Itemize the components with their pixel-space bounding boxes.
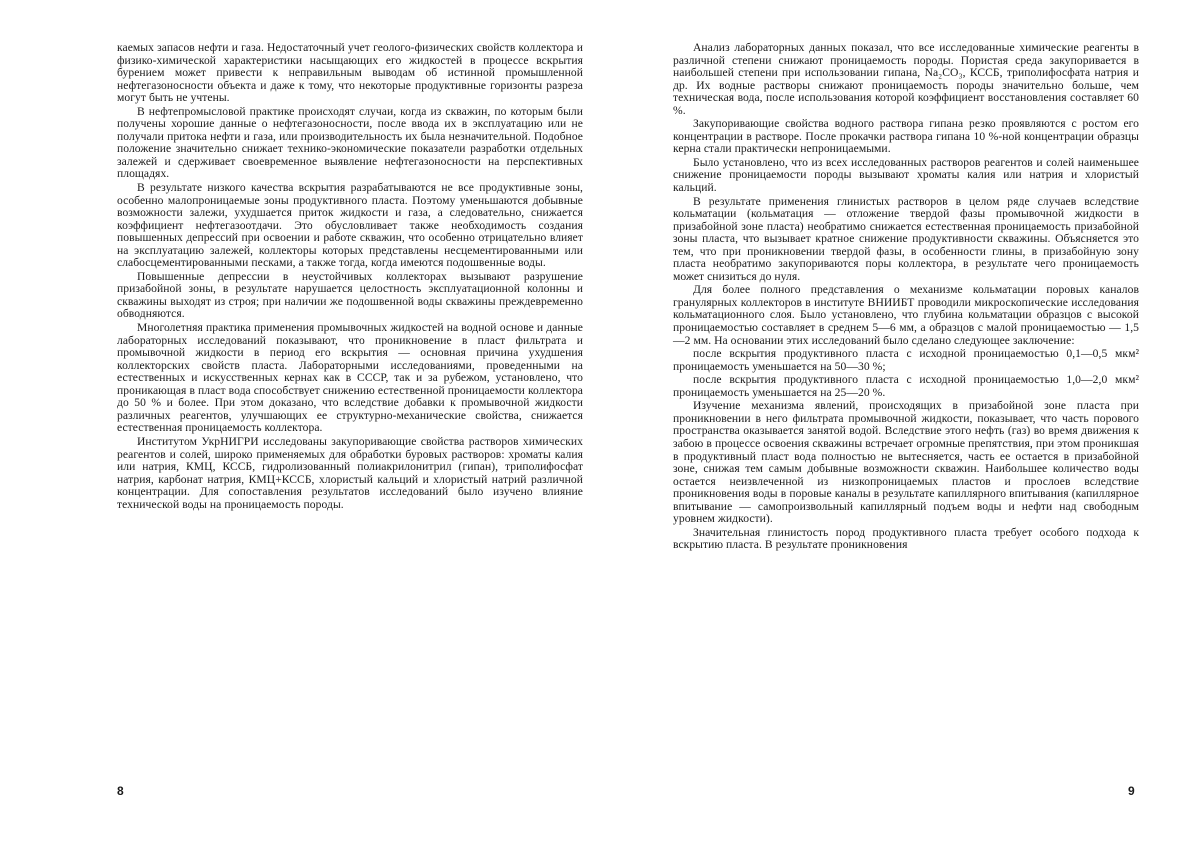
paragraph: В нефтепромысловой практике происходят случаи, когда из скважин, по которым были получены хорошие данные о нефтегазоносности, после ввода их в эксплуатацию или не получали притока нефти и газа, или производительность их была незначительной. Подобное положение значительно снижает технико-экономические показатели разработки отдельных залежей и сдерживает своевременное выявление нефтегазоносности на перспективных площадях. bbox=[117, 104, 583, 181]
paragraph: Изучение механизма явлений, происходящих в призабойной зоне пласта при проникновении в него фильтрата промывочной жидкости, показывает, что часть порового пространства оказывается занятой водой. Вследствие этого нефть (газ) во время движения к забою в процессе освоения скважины встречает огромные препятствия, при этом проникшая в продуктивный пласт вода полностью не вытесняется, часть ее остается в призабойной зоне, снижая тем самым добывные возможности скважин. Наибольшее количество воды остается неизвлеченной из низкопроницаемых пластов и прослоев вследствие проникновения воды в поровые каналы в результате капиллярного впитывания (капиллярное впитывание — самопроизвольный капиллярный подъем воды и нефти над свободным уровнем жидкости). bbox=[673, 399, 1139, 526]
page-number-left: 8 bbox=[117, 784, 124, 798]
paragraph: Многолетняя практика применения промывочных жидкостей на водной основе и данные лабораторных исследований показывают, что проникновение в пласт фильтрата и промывочной жидкости в период его вскрытия — основная причина ухудшения коллекторских свойств пласта. Лабораторными исследованиями, проведенными на естественных и искусственных кернах как в СССР, так и за рубежом, установлено, что проникающая в пласт вода способствует снижению естественной проницаемости коллектора до 50 % и более. При этом доказано, что вследствие добавки к промывочной жидкости различных реагентов, улучшающих ее структурно-механические свойства, снижается естественная проницаемость коллектора. bbox=[117, 321, 583, 435]
paragraph: Закупоривающие свойства водного раствора гипана резко проявляются с ростом его концентрации в растворе. После прокачки раствора гипана 10 %-ной концентрации образцы керна стали практически непроницаемыми. bbox=[673, 117, 1139, 156]
right-page-text bbox=[673, 42, 1139, 552]
paragraph: Повышенные депрессии в неустойчивых коллекторах вызывают разрушение призабойной зоны, в результате нарушается целостность эксплуатационной колонны и скважины выходят из строя; при наличии же подошвенной воды скважины преждевременно обводняются. bbox=[117, 269, 583, 321]
right-page bbox=[673, 42, 1139, 552]
paragraph: Значительная глинистость пород продуктивного пласта требует особого подхода к вскрытию пласта. В результате проникновения bbox=[673, 525, 1139, 552]
left-page bbox=[117, 42, 583, 511]
paragraph: В результате низкого качества вскрытия разрабатываются не все продуктивные зоны, особенно малопроницаемые зоны продуктивного пласта. Поэтому уменьшаются добывные возможности залежи, ухудшается приток жидкости и газа, а следовательно, снижается коэффициент нефтегазоотдачи. Это обусловливает также необходимость создания повышенных депрессий при освоении и работе скважин, что особенно отрицательно влияет на эксплуатацию залежей, коллекторы которых представлены несцементированными или слабосцементированными песками, а также тогда, когда имеются подошвенные воды. bbox=[117, 181, 583, 270]
paragraph: В результате применения глинистых растворов в целом ряде случаев вследствие кольматации (кольматация — отложение твердой фазы промывочной жидкости в призабойной зоне пласта) необратимо снижается естественная проницаемость призабойной зоны пласта, что вызывает кратное снижение продуктивности скважины. Объясняется это тем, что при проникновении твердой фазы, в особенности глины, в призабойную зону пласта необратимо закупориваются поры коллектора, в результате чего проницаемость может снизиться до нуля. bbox=[673, 194, 1139, 283]
paragraph: Институтом УкрНИГРИ исследованы закупоривающие свойства растворов химических реагентов и солей, широко применяемых для обработки буровых растворов: хроматы калия или натрия, КМЦ, КССБ, гидролизованный полиакрилонитрил (гипан), триполифосфат натрия, карбонат натрия, КМЦ+КССБ, хлористый кальций и хлористый натрий различной концентрации. Для сопоставления результатов исследований было изучено влияние технической воды на проницаемость породы. bbox=[117, 434, 583, 511]
paragraph: Для более полного представления о механизме кольматации поровых каналов гранулярных коллекторов в институте ВНИИБТ проводили микроскопические исследования кольматационного слоя. Было установлено, что глубина кольматации образцов с высокой проницаемостью составляет в среднем 5—6 мм, а образцов с малой проницаемостью — 1,5—2 мм. На основании этих исследований было сделано следующее заключение: bbox=[673, 283, 1139, 347]
paragraph: Было установлено, что из всех исследованных растворов реагентов и солей наименьшее снижение проницаемости породы вызывают хроматы калия или натрия и хлористый кальций. bbox=[673, 155, 1139, 195]
paragraph: каемых запасов нефти и газа. Недостаточный учет геолого-физических свойств коллектора и физико-химической характеристики насыщающих его жидкостей в процессе вскрытия бурением может привести к неправильным выводам об истинной промышленной нефтегазоносности объекта и даже к тому, что некоторые продуктивные горизонты разреза могут быть не учтены. bbox=[117, 41, 583, 105]
left-page-text bbox=[117, 42, 583, 511]
paragraph: после вскрытия продуктивного пласта с исходной проницаемостью 0,1—0,5 мкм² проницаемость уменьшается на 50—30 %; bbox=[673, 347, 1139, 373]
page-number-right: 9 bbox=[1128, 784, 1135, 798]
paragraph: после вскрытия продуктивного пласта с исходной проницаемостью 1,0—2,0 мкм² проницаемость уменьшается на 25—20 %. bbox=[673, 373, 1139, 399]
paragraph: Анализ лабораторных данных показал, что все исследованные химические реагенты в различной степени снижают проницаемость породы. Пористая среда закупоривается в наибольшей степени при использовании гипана, Na₂CO₃, КССБ, триполифосфата натрия и др. Их водные растворы снижают проницаемость породы значительно больше, чем техническая вода, после использования которой коэффициент восстановления составляет 60 %. bbox=[673, 41, 1139, 117]
